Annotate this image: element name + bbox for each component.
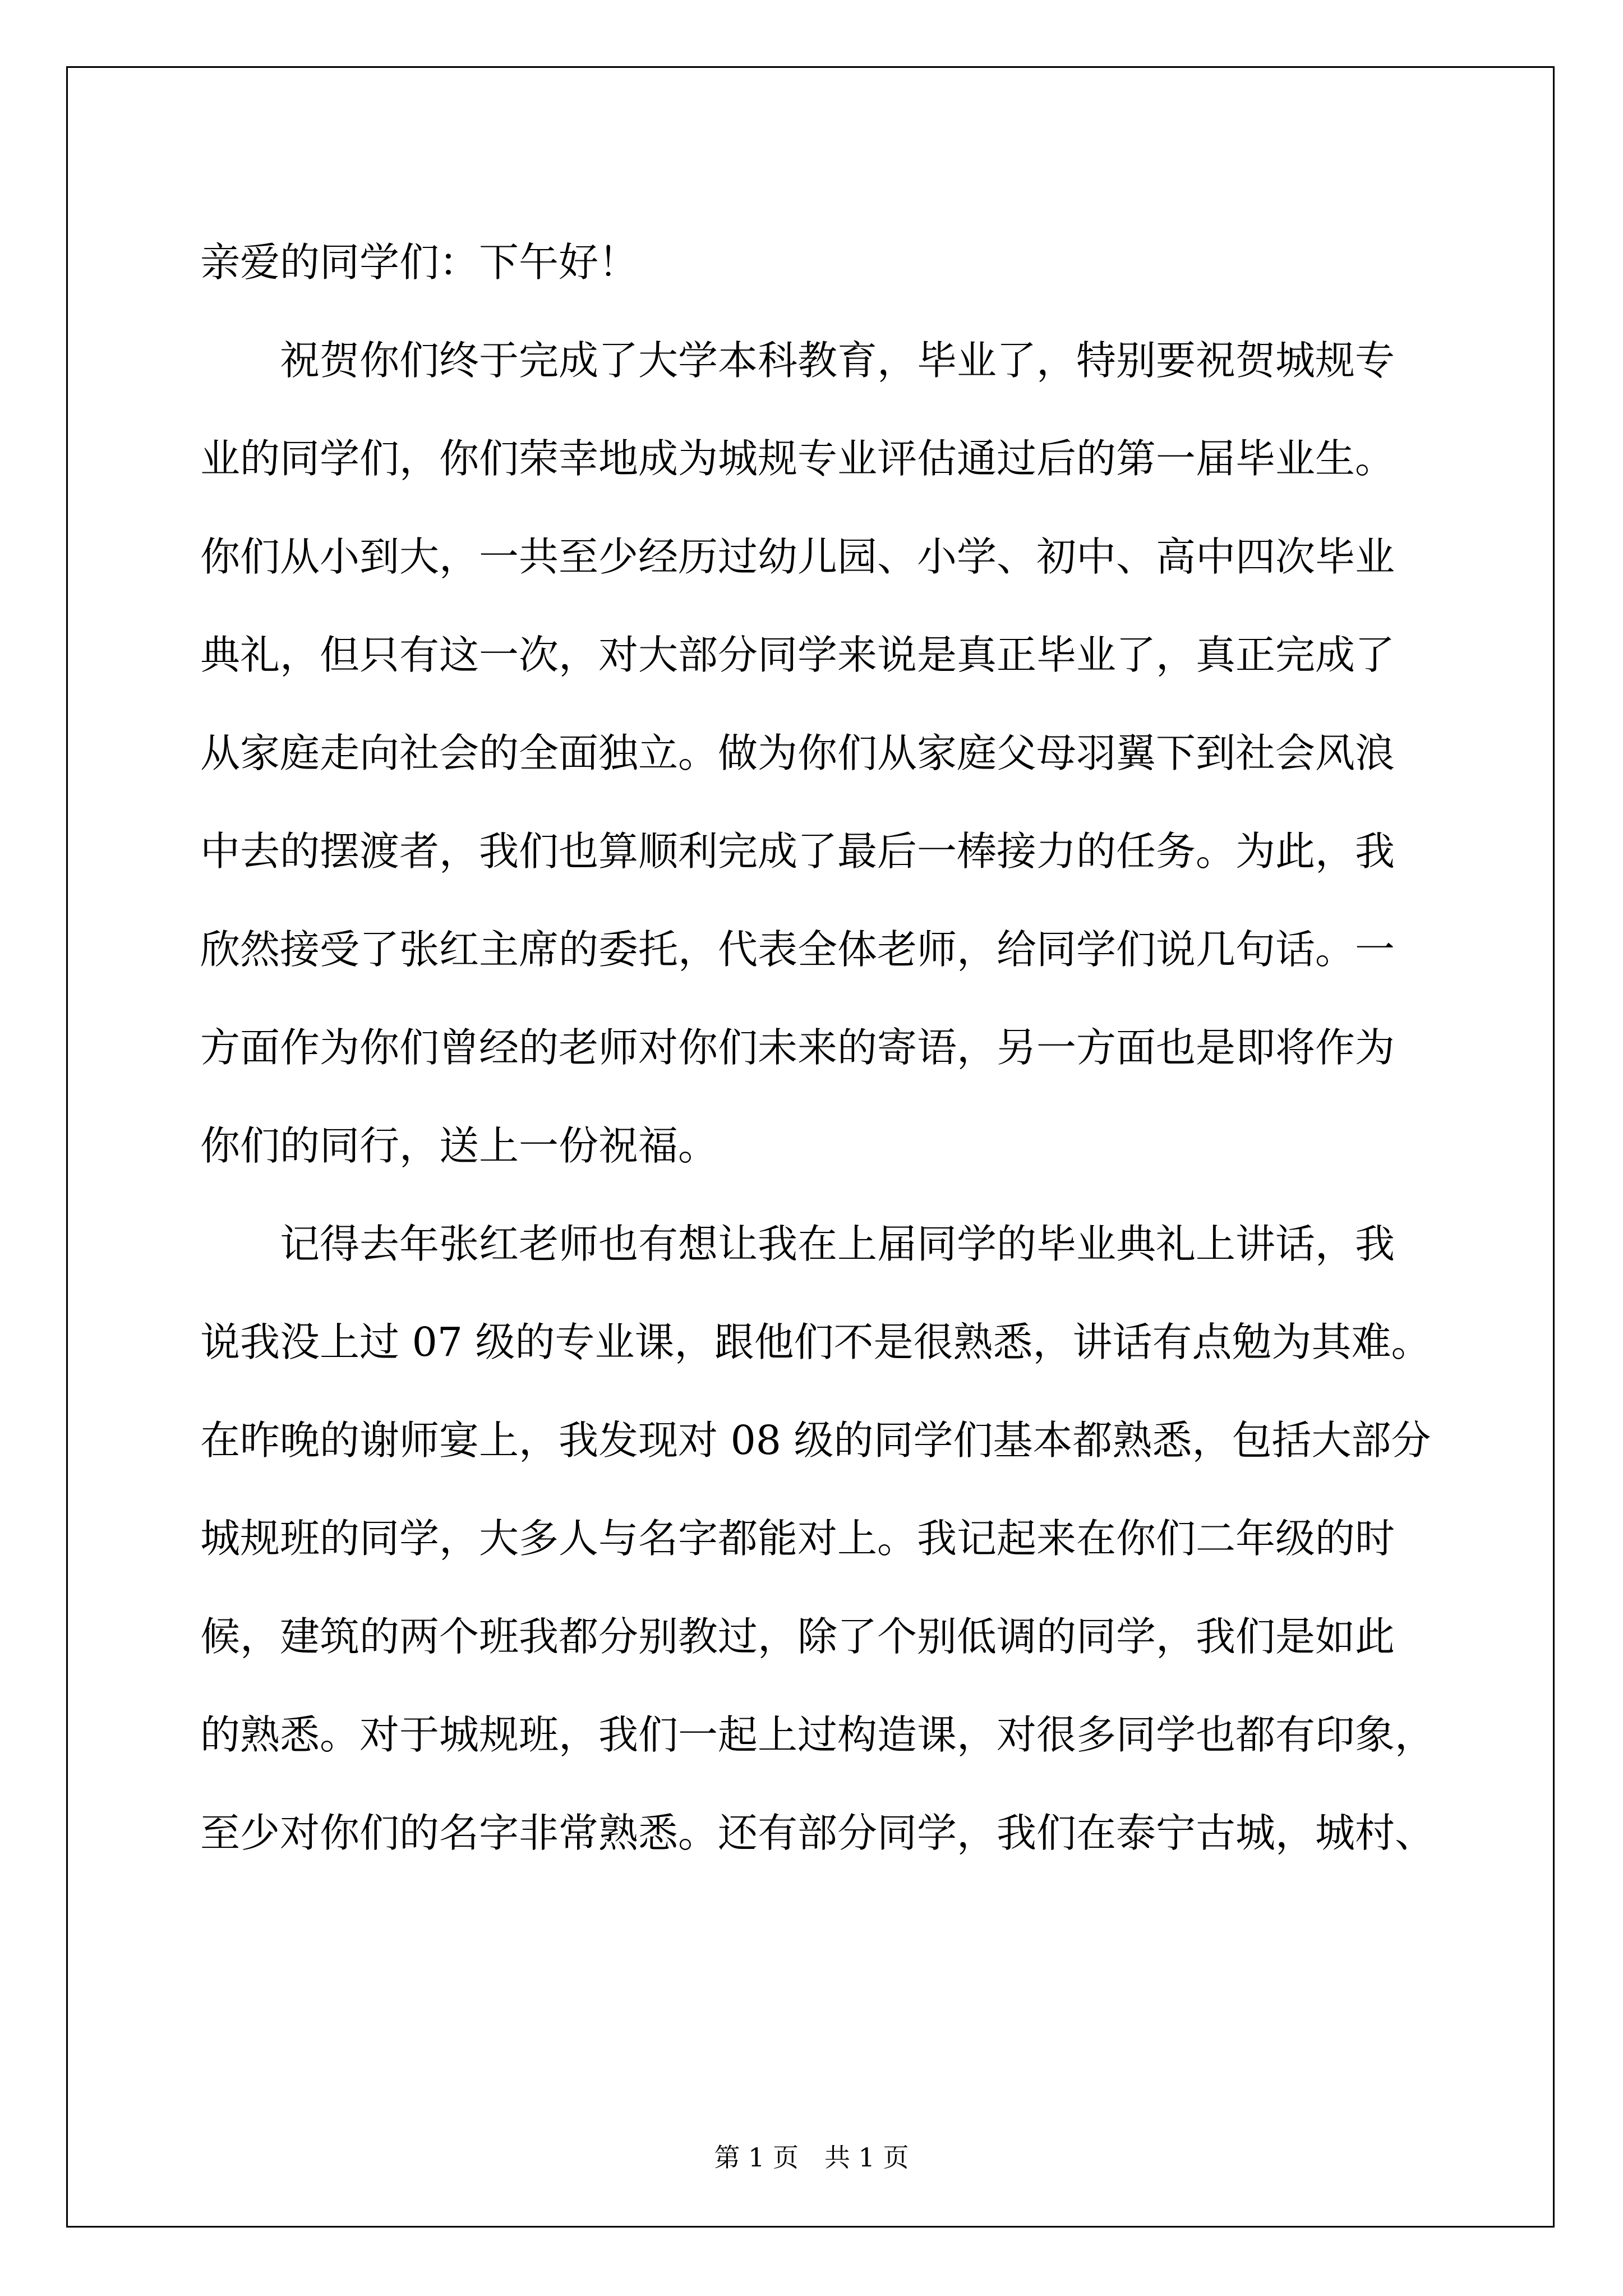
text-line: 至少对你们的名字非常熟悉。还有部分同学，我们在泰宁古城，城村、 <box>200 1810 1435 1856</box>
text-line: 候，建筑的两个班我都分别教过，除了个别低调的同学，我们是如此 <box>200 1613 1395 1660</box>
text-line: 从家庭走向社会的全面独立。做为你们从家庭父母羽翼下到社会风浪 <box>200 730 1395 776</box>
page-number: 第 1 页 <box>714 2142 799 2173</box>
text-line: 祝贺你们终于完成了大学本科教育，毕业了，特别要祝贺城规专 <box>280 337 1395 384</box>
text-line: 方面作为你们曾经的老师对你们未来的寄语，另一方面也是即将作为 <box>200 1024 1395 1071</box>
text-line: 业的同学们，你们荣幸地成为城规专业评估通过后的第一届毕业生。 <box>200 435 1395 482</box>
text-line: 城规班的同学，大多人与名字都能对上。我记起来在你们二年级的时 <box>200 1515 1395 1562</box>
text-line: 欣然接受了张红主席的委托，代表全体老师，给同学们说几句话。一 <box>200 926 1395 973</box>
page-total: 共 1 页 <box>824 2142 909 2173</box>
text-line: 中去的摆渡者，我们也算顺利完成了最后一棒接力的任务。为此，我 <box>200 828 1395 875</box>
document-body <box>200 213 1434 1882</box>
text-line: 记得去年张红老师也有想让我在上届同学的毕业典礼上讲话，我 <box>280 1221 1395 1267</box>
text-line: 在昨晚的谢师宴上，我发现对 08 级的同学们基本都熟悉，包括大部分 <box>200 1417 1431 1464</box>
text-line: 说我没上过 07 级的专业课，跟他们不是很熟悉，讲话有点勉为其难。 <box>200 1319 1431 1365</box>
text-line: 典礼，但只有这一次，对大部分同学来说是真正毕业了，真正完成了 <box>200 632 1395 678</box>
text-line: 的熟悉。对于城规班，我们一起上过构造课，对很多同学也都有印象， <box>200 1711 1435 1758</box>
text-line: 你们的同行，送上一份祝福。 <box>200 1122 718 1169</box>
page-footer <box>0 2137 1623 2174</box>
text-line: 你们从小到大，一共至少经历过幼儿园、小学、初中、高中四次毕业 <box>200 533 1395 580</box>
text-line: 亲爱的同学们：下午好！ <box>200 239 639 286</box>
